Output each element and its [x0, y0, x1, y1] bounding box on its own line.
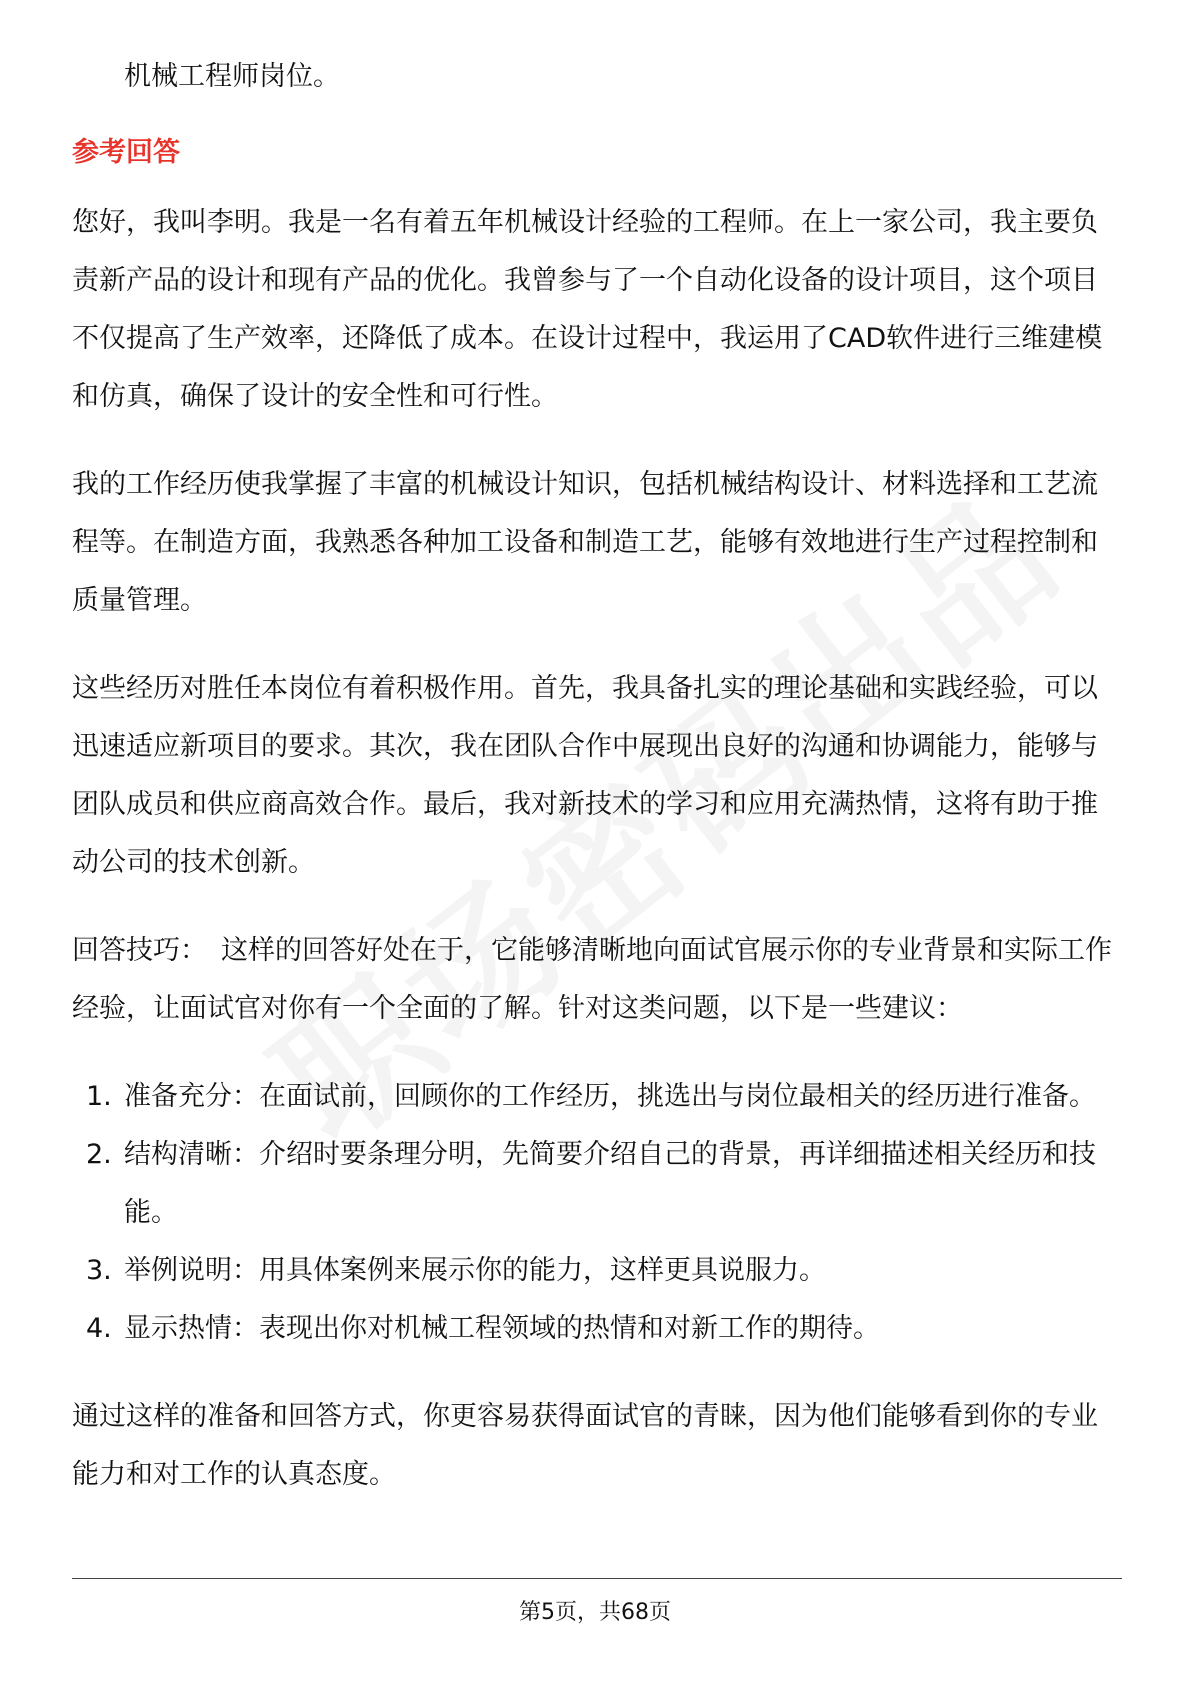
list-item — [72, 1242, 1122, 1300]
list-number: 4. — [86, 1313, 112, 1344]
tips-paragraph — [72, 922, 1122, 1038]
list-number: 3. — [86, 1255, 112, 1286]
list-item — [72, 1126, 1122, 1242]
closing-paragraph: 通过这样的准备和回答方式，你更容易获得面试官的青睐，因为他们能够看到你的专业能力和对工作的认真态度。 — [72, 1401, 1098, 1490]
list-number: 2. — [86, 1139, 112, 1170]
section-heading: 参考回答 — [72, 137, 180, 168]
list-item-text: 举例说明：用具体案例来展示你的能力，这样更具说服力。 — [124, 1255, 826, 1286]
list-number: 1. — [86, 1081, 112, 1112]
list-item-text: 准备充分：在面试前，回顾你的工作经历，挑选出与岗位最相关的经历进行准备。 — [124, 1081, 1096, 1112]
continuation-line: 机械工程师岗位。 — [124, 61, 340, 92]
list-item — [72, 1300, 1122, 1358]
tips-label: 回答技巧： — [72, 935, 207, 966]
list-item-text: 结构清晰：介绍时要条理分明，先简要介绍自己的背景，再详细描述相关经历和技能。 — [124, 1139, 1096, 1228]
list-item-text: 显示热情：表现出你对机械工程领域的热情和对新工作的期待。 — [124, 1313, 880, 1344]
tips-intro: 这样的回答好处在于，它能够清晰地向面试官展示你的专业背景和实际工作经验，让面试官对你有一个全面的了解。针对这类问题，以下是一些建议： — [72, 935, 1112, 1024]
list-item — [72, 1068, 1122, 1126]
answer-paragraph-3: 这些经历对胜任本岗位有着积极作用。首先，我具备扎实的理论基础和实践经验，可以迅速适应新项目的要求。其次，我在团队合作中展现出良好的沟通和协调能力，能够与团队成员和供应商高效合作。最后，我对新技术的学习和应用充满热情，这将有助于推动公司的技术创新。 — [72, 673, 1098, 878]
tips-list — [72, 1068, 1122, 1358]
footer-divider — [72, 1578, 1122, 1579]
answer-paragraph-2: 我的工作经历使我掌握了丰富的机械设计知识，包括机械结构设计、材料选择和工艺流程等。在制造方面，我熟悉各种加工设备和制造工艺，能够有效地进行生产过程控制和质量管理。 — [72, 469, 1098, 616]
document-body — [72, 48, 1122, 1534]
page-number: 第5页，共68页 — [519, 1600, 671, 1625]
answer-paragraph-1: 您好，我叫李明。我是一名有着五年机械设计经验的工程师。在上一家公司，我主要负责新产品的设计和现有产品的优化。我曾参与了一个自动化设备的设计项目，这个项目不仅提高了生产效率，还降低了成本。在设计过程中，我运用了CAD软件进行三维建模和仿真，确保了设计的安全性和可行性。 — [72, 207, 1103, 412]
